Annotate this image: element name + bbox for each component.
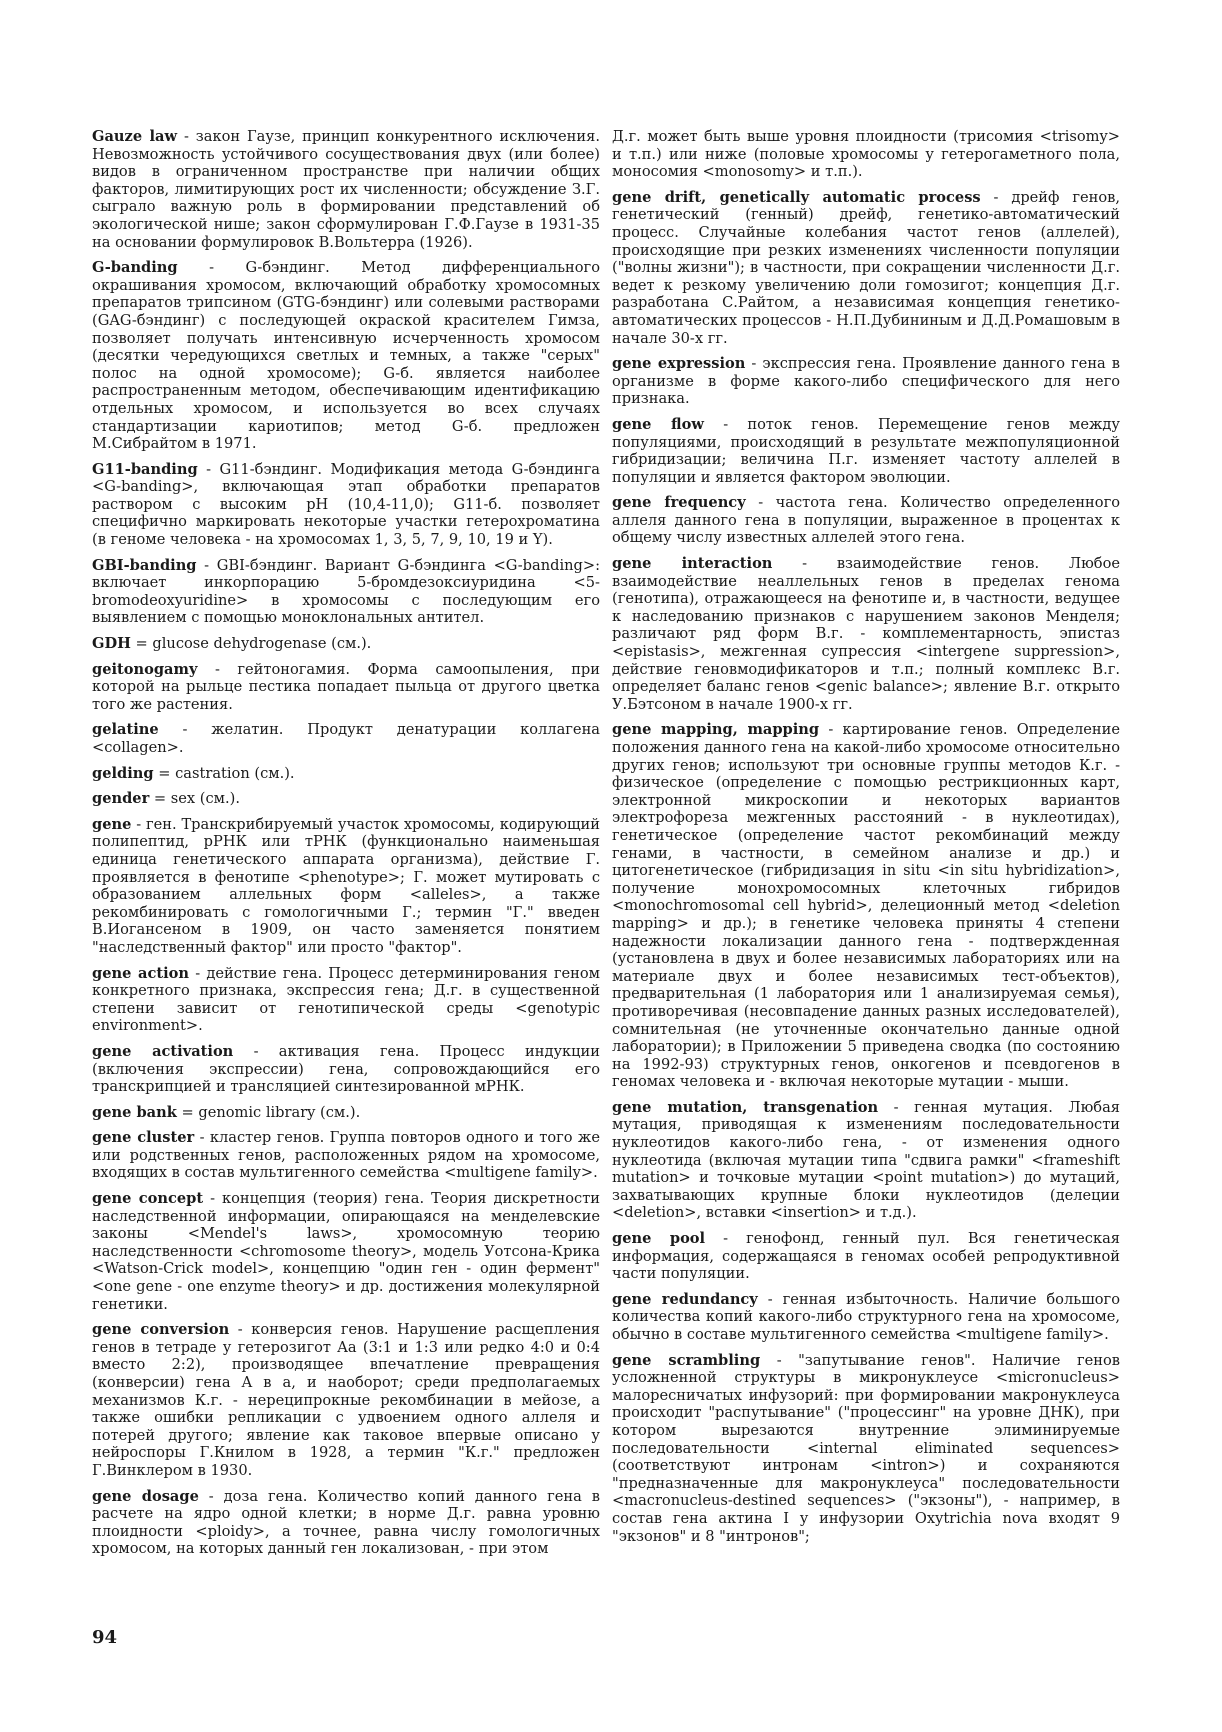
- entry-term: gene mapping, mapping: [612, 721, 820, 739]
- entry-definition: - генная избыточность. Наличие большого количества копий какого-либо структурного гена на хромосоме, обычно в составе мультигенного семейства <multigene family>.: [612, 1290, 1120, 1343]
- entry: [92, 461, 600, 549]
- entry-definition: - GBI-бэндинг. Вариант G-бэндинга <G-banding>: включает инкорпорацию 5-бромдезоксиуридина <5-bromodeoxyuridine> в хромосомы с последующим его выявлением с помощью моноклональных антител.: [92, 556, 600, 627]
- entry: [612, 1230, 1120, 1283]
- entry: [92, 1488, 600, 1558]
- entry-definition: = castration (см.).: [153, 764, 295, 782]
- entry-term: gene cluster: [92, 1129, 195, 1147]
- entry-definition: - кластер генов. Группа повторов одного и того же или родственных генов, расположенных рядом на хромосоме, входящих в состав мультигенного семейства <multigene family>.: [92, 1129, 600, 1182]
- entry-term: gene scrambling: [612, 1351, 761, 1369]
- entry-term: gene flow: [612, 415, 704, 433]
- entry: [92, 965, 600, 1035]
- entry-term: GDH: [92, 635, 131, 653]
- entry-definition: - конверсия генов. Нарушение расщепления генов в тетраде у гетерозигот Aa (3:1 и 1:3 или редко 4:0 и 0:4 вместо 2:2), производящее впечатление превращения (конверсии) гена A в a, и наоборот; среди предполагаемых механизмов К.г. - нереципрокные рекомбинации в мейозе, а также ошибки репликации с удвоением одного аллеля и потерей другого; явление как таковое впервые описано у нейроспоры Г.Книлом в 1928, а термин "К.г." предложен Г.Винклером в 1930.: [92, 1321, 600, 1479]
- entry-definition: = genomic library (см.).: [176, 1103, 361, 1121]
- entry-definition: Д.г. может быть выше уровня плоидности (трисомия <trisomy> и т.п.) или ниже (половые хромосомы у гетерогаметного пола, моносомия <monosomy> и т.п.).: [612, 128, 1120, 181]
- entry: [92, 1129, 600, 1182]
- entry-term: gene bank: [92, 1103, 177, 1121]
- entry: [612, 355, 1120, 408]
- entry-definition: = glucose dehydrogenase (см.).: [130, 635, 372, 653]
- left-column: [92, 128, 600, 1566]
- entry-term: GBI-banding: [92, 556, 197, 574]
- entry-definition: - генофонд, генный пул. Вся генетическая информация, содержащаяся в геномах особей репродуктивной части популяции.: [612, 1230, 1120, 1283]
- entry-definition: - гейтоногамия. Форма самоопыления, при которой на рыльце пестика попадает пыльца от другого цветка того же растения.: [92, 660, 600, 713]
- entry: [92, 765, 600, 783]
- entry-definition: - дрейф генов, генетический (генный) дрейф, генетико-автоматический процесс. Случайные колебания частот генов (аллелей), происходящие при резких изменениях численности популяции ("волны жизни"); в частности, при сокращении численности Д.г. ведет к резкому увеличению доли гомозигот; концепция Д.г. разработана С.Райтом, а независимая концепция генетико-автоматических процессов - Н.П.Дубининым и Д.Д.Ромашовым в начале 30-х гг.: [612, 188, 1120, 347]
- entry: [92, 1104, 600, 1122]
- entry: [92, 1190, 600, 1313]
- entry-term: gene concept: [92, 1190, 204, 1208]
- entry-term: gene drift, genetically automatic process: [612, 188, 981, 206]
- entry: [612, 128, 1120, 181]
- entry: [612, 555, 1120, 713]
- entry-term: geitonogamy: [92, 660, 198, 678]
- entry-definition: - концепция (теория) гена. Теория дискретности наследственной информации, опирающаяся на менделевские законы <Mendel's laws>, хромосомную теорию наследственности <chromosome theory>, модель Уотсона-Крика <Watson-Crick model>, концепцию "один ген - один фермент" <one gene - one enzyme theory> и др. достижения молекулярной генетики.: [92, 1190, 601, 1313]
- entry-definition: - G11-бэндинг. Модификация метода G-бэндинга <G-banding>, включающая этап обработки препаратов раствором с высоким pH (10,4-11,0); G11-б. позволяет специфично маркировать некоторые участки гетерохроматина (в геноме человека - на хромосомах 1, 3, 5, 7, 9, 10, 19 и Y).: [92, 460, 600, 549]
- entry: [92, 1321, 600, 1479]
- entry-definition: - действие гена. Процесс детерминирования геном конкретного признака, экспрессия гена; Д.г. в существенной степени зависит от генотипической среды <genotypic environment>.: [92, 964, 601, 1035]
- entry: [92, 661, 600, 714]
- right-column: [612, 128, 1120, 1553]
- entry-term: gene activation: [92, 1042, 234, 1060]
- entry-term: gene pool: [612, 1230, 706, 1248]
- entry: [612, 721, 1120, 1090]
- entry-definition: - ген. Транскрибируемый участок хромосомы, кодирующий полипептид, рРНК или тРНК (функционально наименьшая единица генетического аппарата организма), действие Г. проявляется в фенотипе <phenotype>; Г. может мутировать с образованием аллельных форм <alleles>, а также рекомбинировать с гомологичными Г.; термин "Г." введен В.Иогансеном в 1909, он часто заменяется понятием "наследственный фактор" или просто "фактор".: [92, 815, 600, 956]
- entry-term: gene expression: [612, 355, 746, 373]
- entry-term: gene dosage: [92, 1487, 199, 1505]
- entry-definition: - закон Гаузе, принцип конкурентного исключения. Невозможность устойчивого сосуществования двух (или более) видов в ограниченном пространстве при наличии общих факторов, лимитирующих рост их численности; обсуждение З.Г. сыграло важную роль в формировании представлений об экологической нише; закон сформулирован Г.Ф.Гаузе в 1931-35 на основании формулировок В.Вольтерра (1926).: [92, 128, 600, 251]
- entry-term: gelding: [92, 764, 154, 782]
- entry: [92, 816, 600, 957]
- entry-definition: - "запутывание генов". Наличие генов усложненной структуры в микронуклеусе <micronucleus> малоресничатых инфузорий: при формировании макронуклеуса происходит "распутывание" ("процессинг" на уровне ДНК), при котором вырезаются внутренние элиминируемые последовательности <internal eliminated sequences> (соответствуют интронам <intron>) и сохраняются "предназначенные для макронуклеуса" последовательности <macronucleus-destined sequences> ("экзоны"), - например, в состав гена актина I у инфузории Oxytrichia nova входят 9 "экзонов" и 8 "интронов";: [612, 1351, 1120, 1545]
- entry: [92, 128, 600, 251]
- entry: [612, 1291, 1120, 1344]
- entry-definition: - активация гена. Процесс индукции (включения экспрессии) гена, сопровождающийся его транскрипцией и трансляцией синтезированной мРНК.: [92, 1042, 600, 1096]
- entry: [612, 416, 1120, 486]
- entry: [92, 259, 600, 453]
- entry: [92, 557, 600, 627]
- entry-term: gene interaction: [612, 555, 773, 573]
- entry: [612, 1099, 1120, 1222]
- entry-term: gene mutation, transgenation: [612, 1098, 879, 1116]
- entry-term: G11-banding: [92, 460, 198, 478]
- entry-term: Gauze law: [92, 128, 178, 145]
- entry-definition: = sex (см.).: [149, 790, 240, 808]
- entry: [92, 635, 600, 653]
- entry-definition: - взаимодействие генов. Любое взаимодействие неаллельных генов в пределах генома (генотипа), отражающееся на фенотипе и, в частности, ведущее к наследованию признаков с нарушением законов Менделя; различают ряд форм В.г. - комплементарность, эпистаз <epistasis>, межгенная супрессия <intergene suppression>, действие геновмодификаторов и т.п.; полный комплекс В.г. определяет баланс генов <genic balance>; явление В.г. открыто У.Бэтсоном в начале 1900-х гг.: [612, 555, 1120, 713]
- entry-definition: - G-бэндинг. Метод дифференциального окрашивания хромосом, включающий обработку хромосомных препаратов трипсином (GTG-бэндинг) или солевыми растворами (GAG-бэндинг) с последующей окраской красителем Гимза, позволяет получать интенсивную исчерченность хромосом (десятки чередующихся светлых и темных, а также "серых" полос на одной хромосоме); G-б. является наиболее распространенным методом, обеспечивающим идентификацию отдельных хромосом, и используется во всех случаях стандартизации кариотипов; метод G-б. предложен М.Сибрайтом в 1971.: [92, 259, 600, 453]
- entry-term: gene action: [92, 964, 190, 982]
- entry-definition: - картирование генов. Определение положения данного гена на какой-либо хромосоме относительно других генов; используют три основные группы методов К.г. - физическое (определение с помощью рестрикционных карт, электронной микроскопии и некоторых вариантов электрофореза межгенных расстояний - в нуклеотидах), генетическое (определение частот рекомбинаций между генами, в частности, в семейном анализе и др.) и цитогенетическое (гибридизация in situ <in situ hybridization>, получение монохромосомных клеточных гибридов <monochromosomal cell hybrid>, делеционный метод <deletion mapping> и др.); в генетике человека приняты 4 степени надежности локализации данного гена - подтвержденная (установлена в двух и более независимых лабораториях или на материале двух и более независимых тест-объектов), предварительная (1 лаборатория или 1 анализируемая семья), противоречивая (несовпадение данных разных исследователей), сомнительная (не уточненные окончательно данные одной лаборатории); в Приложении 5 приведена сводка (по состоянию на 1992-93) структурных генов, онкогенов и псевдогенов в геномах человека и - включая некоторые мутации - мыши.: [612, 721, 1120, 1091]
- entry: [92, 721, 600, 756]
- entry-definition: - поток генов. Перемещение генов между популяциями, происходящий в результате межпопуляционной гибридизации; величина П.г. изменяет частоту аллелей в популяции и является фактором эволюции.: [612, 415, 1121, 486]
- entry-definition: - генная мутация. Любая мутация, приводящая к изменениям последовательности нуклеотидов какого-либо гена, - от изменения одного нуклеотида (включая мутации типа "сдвига рамки" <frameshift mutation> и точковые мутации <point mutation>) до мутаций, захватывающих крупные блоки нуклеотидов (делеции <deletion>, вставки <insertion> и т.д.).: [612, 1098, 1120, 1222]
- entry-term: gene frequency: [612, 494, 746, 512]
- entry-definition: - желатин. Продукт денатурации коллагена <collagen>.: [92, 721, 600, 756]
- entry-term: gender: [92, 790, 150, 808]
- entry-term: gene: [92, 815, 132, 833]
- entry: [92, 1043, 600, 1096]
- entry-term: gene conversion: [92, 1321, 230, 1339]
- entry-term: gene redundancy: [612, 1290, 758, 1308]
- entry-definition: - экспрессия гена. Проявление данного гена в организме в форме какого-либо специфического для него признака.: [612, 355, 1121, 408]
- entry: [612, 189, 1120, 347]
- entry: [612, 494, 1120, 547]
- entry: [92, 790, 600, 808]
- entry-term: gelatine: [92, 721, 159, 739]
- entry-term: G-banding: [92, 259, 178, 277]
- entry-definition: - частота гена. Количество определенного аллеля данного гена в популяции, выраженное в процентах к общему числу известных аллелей этого гена.: [612, 494, 1120, 547]
- page-number: 94: [92, 1627, 118, 1648]
- entry-definition: - доза гена. Количество копий данного гена в расчете на ядро одной клетки; в норме Д.г. равна уровню плоидности <ploidy>, а точнее, равна числу гомологичных хромосом, на которых данный ген локализован, - при этом: [92, 1487, 600, 1558]
- entry: [612, 1352, 1120, 1546]
